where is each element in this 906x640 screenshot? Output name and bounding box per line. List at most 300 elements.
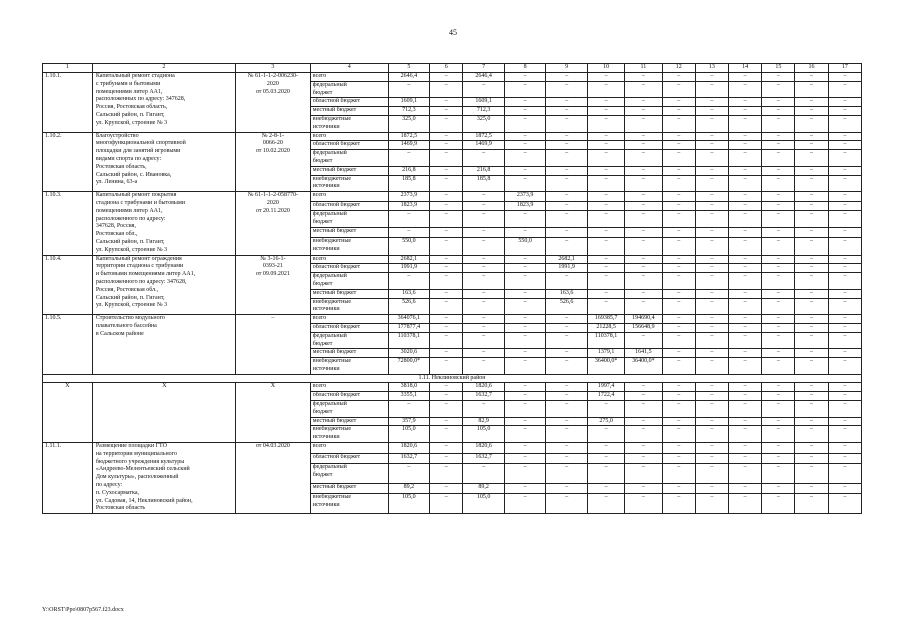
amount-cell: 169385,7 bbox=[587, 315, 624, 324]
amount-cell: – bbox=[729, 264, 762, 273]
amount-cell: – bbox=[587, 483, 624, 494]
text-line: местный бюджет bbox=[312, 349, 357, 356]
amount-cell: – bbox=[546, 426, 588, 443]
amount-cell: – bbox=[729, 417, 762, 426]
amount-cell: – bbox=[504, 383, 546, 392]
amount-cell: – bbox=[625, 255, 662, 264]
funding-source bbox=[310, 392, 388, 401]
amount-cell: – bbox=[695, 443, 728, 454]
amount-cell: 216,8 bbox=[388, 166, 430, 175]
amount-cell: – bbox=[504, 107, 546, 116]
text-line: № 2-8-1- bbox=[261, 132, 285, 139]
amount-cell: – bbox=[463, 401, 505, 418]
amount-cell: – bbox=[795, 141, 828, 150]
amount-cell: – bbox=[729, 150, 762, 167]
funding-source bbox=[310, 289, 388, 298]
funding-source bbox=[310, 150, 388, 167]
amount-cell: – bbox=[587, 150, 624, 167]
text-line: видами спорта по адресу: bbox=[95, 155, 162, 162]
amount-cell: – bbox=[729, 358, 762, 375]
amount-cell: – bbox=[587, 298, 624, 315]
amount-cell: – bbox=[695, 332, 728, 349]
text-line: источники bbox=[312, 306, 340, 313]
amount-cell: 550,0 bbox=[504, 237, 546, 255]
amount-cell: – bbox=[695, 107, 728, 116]
amount-cell: – bbox=[695, 175, 728, 192]
amount-cell: – bbox=[828, 132, 861, 141]
funding-source bbox=[310, 107, 388, 116]
text-line: всего bbox=[312, 443, 327, 450]
amount-cell: – bbox=[729, 237, 762, 255]
amount-cell: – bbox=[828, 383, 861, 392]
amount-cell: 1991,9 bbox=[388, 264, 430, 273]
amount-cell: – bbox=[762, 426, 795, 443]
amount-cell: – bbox=[762, 273, 795, 290]
funding-source bbox=[310, 201, 388, 210]
amount-cell: – bbox=[587, 443, 624, 454]
amount-cell: – bbox=[729, 401, 762, 418]
amount-cell: – bbox=[625, 383, 662, 392]
item-name bbox=[92, 132, 235, 192]
amount-cell: – bbox=[662, 175, 695, 192]
amount-cell: – bbox=[695, 115, 728, 132]
text-line: Капитальный ремонт стадиона bbox=[95, 73, 175, 79]
section-row bbox=[43, 374, 862, 383]
amount-cell: – bbox=[795, 349, 828, 358]
amount-cell: – bbox=[695, 494, 728, 514]
text-line: федеральный bbox=[312, 401, 347, 408]
amount-cell: – bbox=[662, 401, 695, 418]
amount-cell: – bbox=[662, 98, 695, 107]
amount-cell: – bbox=[504, 315, 546, 324]
amount-cell: – bbox=[828, 81, 861, 98]
amount-cell: – bbox=[762, 73, 795, 82]
amount-cell: – bbox=[828, 264, 861, 273]
amount-cell: – bbox=[463, 358, 505, 375]
amount-cell: – bbox=[695, 383, 728, 392]
amount-cell: – bbox=[695, 453, 728, 464]
amount-cell: – bbox=[695, 273, 728, 290]
text-line: Х bbox=[162, 383, 167, 390]
amount-cell: – bbox=[662, 264, 695, 273]
amount-cell: – bbox=[430, 494, 463, 514]
funding-source bbox=[310, 426, 388, 443]
funding-source bbox=[310, 210, 388, 228]
funding-source bbox=[310, 98, 388, 107]
amount-cell: – bbox=[662, 228, 695, 237]
amount-cell: – bbox=[587, 115, 624, 132]
text-line: и бытовыми помещениями литер АА1, bbox=[95, 271, 196, 278]
table-row bbox=[43, 383, 862, 392]
item-document bbox=[236, 255, 311, 315]
text-line: местный бюджет bbox=[312, 166, 357, 173]
amount-cell: – bbox=[430, 264, 463, 273]
amount-cell: – bbox=[762, 141, 795, 150]
amount-cell: – bbox=[762, 237, 795, 255]
amount-cell: – bbox=[625, 192, 662, 201]
amount-cell: – bbox=[795, 332, 828, 349]
amount-cell: – bbox=[662, 192, 695, 201]
funding-source bbox=[310, 175, 388, 192]
amount-cell: – bbox=[546, 443, 588, 454]
amount-cell: – bbox=[662, 443, 695, 454]
amount-cell: – bbox=[546, 315, 588, 324]
text-line: Россия, Ростовская обл., bbox=[95, 286, 159, 293]
amount-cell: – bbox=[504, 392, 546, 401]
amount-cell: – bbox=[463, 201, 505, 210]
amount-cell: – bbox=[662, 323, 695, 332]
funding-source bbox=[310, 417, 388, 426]
text-line: «Андреево-Мелентьевский сельский bbox=[95, 466, 190, 473]
amount-cell: – bbox=[695, 98, 728, 107]
amount-cell: – bbox=[625, 73, 662, 82]
amount-cell: – bbox=[430, 453, 463, 464]
text-line: местный бюджет bbox=[312, 107, 357, 114]
amount-cell: – bbox=[662, 81, 695, 98]
amount-cell: – bbox=[795, 98, 828, 107]
amount-cell: – bbox=[546, 273, 588, 290]
amount-cell: – bbox=[662, 383, 695, 392]
amount-cell: 2646,4 bbox=[463, 73, 505, 82]
text-line: местный бюджет bbox=[312, 228, 357, 235]
amount-cell: – bbox=[587, 175, 624, 192]
amount-cell: – bbox=[762, 332, 795, 349]
amount-cell: – bbox=[662, 315, 695, 324]
item-document bbox=[236, 383, 311, 443]
amount-cell: – bbox=[828, 107, 861, 116]
text-line: областной бюджет bbox=[312, 323, 361, 330]
amount-cell: – bbox=[504, 453, 546, 464]
amount-cell: – bbox=[828, 349, 861, 358]
item-document bbox=[236, 132, 311, 192]
text-line: ул. Крупской, строение № 3 bbox=[95, 302, 168, 309]
text-line: расположенного по адресу: 347628, bbox=[95, 278, 187, 285]
amount-cell: – bbox=[587, 237, 624, 255]
amount-cell: – bbox=[695, 315, 728, 324]
amount-cell: – bbox=[504, 150, 546, 167]
text-line: № 3-16-1- bbox=[260, 255, 286, 262]
funding-source bbox=[310, 401, 388, 418]
amount-cell: – bbox=[504, 132, 546, 141]
amount-cell: – bbox=[587, 464, 624, 484]
amount-cell: – bbox=[463, 264, 505, 273]
text-line: источники bbox=[312, 183, 340, 190]
amount-cell: – bbox=[795, 392, 828, 401]
item-code: Х bbox=[43, 383, 93, 443]
amount-cell: – bbox=[828, 417, 861, 426]
amount-cell: – bbox=[463, 255, 505, 264]
amount-cell: – bbox=[430, 115, 463, 132]
page-number: 45 bbox=[449, 28, 457, 37]
amount-cell: – bbox=[504, 298, 546, 315]
amount-cell: – bbox=[695, 210, 728, 228]
amount-cell: 1469,9 bbox=[463, 141, 505, 150]
amount-cell: – bbox=[795, 201, 828, 210]
amount-cell: – bbox=[662, 201, 695, 210]
text-line: всего bbox=[312, 73, 327, 79]
amount-cell: – bbox=[662, 358, 695, 375]
amount-cell: – bbox=[388, 464, 430, 484]
text-line: внебюджетные bbox=[312, 237, 352, 244]
amount-cell: – bbox=[828, 494, 861, 514]
text-line: бюджет bbox=[312, 408, 333, 415]
text-line: от 09.09.2021 bbox=[255, 271, 290, 278]
table-row bbox=[43, 192, 862, 201]
funding-source bbox=[310, 494, 388, 514]
amount-cell: – bbox=[625, 228, 662, 237]
amount-cell: – bbox=[546, 132, 588, 141]
amount-cell: – bbox=[762, 494, 795, 514]
financing-table bbox=[42, 63, 862, 514]
amount-cell: – bbox=[546, 483, 588, 494]
amount-cell: – bbox=[695, 417, 728, 426]
text-line: Ростовская обл., bbox=[95, 231, 138, 238]
amount-cell: – bbox=[762, 453, 795, 464]
item-document bbox=[236, 443, 311, 514]
text-line: областной бюджет bbox=[312, 264, 361, 271]
text-line: на территории муниципального bbox=[95, 450, 177, 457]
amount-cell: – bbox=[729, 132, 762, 141]
amount-cell: – bbox=[662, 494, 695, 514]
text-line: п. Сухосарматка, bbox=[95, 489, 139, 496]
amount-cell: – bbox=[762, 349, 795, 358]
amount-cell: – bbox=[388, 210, 430, 228]
text-line: внебюджетные bbox=[312, 494, 352, 501]
amount-cell: – bbox=[695, 464, 728, 484]
amount-cell: 1609,1 bbox=[463, 98, 505, 107]
text-line: Сальский район, с. Ивановка, bbox=[95, 171, 172, 178]
column-header: 9 bbox=[546, 64, 588, 73]
text-line: ул. Ленина, 63-а bbox=[95, 179, 138, 186]
amount-cell: – bbox=[546, 166, 588, 175]
amount-cell: – bbox=[662, 210, 695, 228]
text-line: Благоустройство bbox=[95, 132, 139, 139]
amount-cell: – bbox=[430, 228, 463, 237]
amount-cell: – bbox=[662, 273, 695, 290]
amount-cell: – bbox=[762, 115, 795, 132]
amount-cell: – bbox=[546, 73, 588, 82]
funding-source bbox=[310, 264, 388, 273]
amount-cell: – bbox=[587, 264, 624, 273]
amount-cell: – bbox=[546, 141, 588, 150]
text-line: 0066-20 bbox=[262, 140, 283, 147]
amount-cell: – bbox=[625, 453, 662, 464]
text-line: местный бюджет bbox=[312, 483, 357, 490]
amount-cell: 185,8 bbox=[388, 175, 430, 192]
amount-cell: – bbox=[625, 98, 662, 107]
amount-cell: – bbox=[762, 443, 795, 454]
item-document bbox=[236, 192, 311, 255]
amount-cell: – bbox=[762, 255, 795, 264]
amount-cell: – bbox=[587, 141, 624, 150]
text-line: в Сальском районе bbox=[95, 330, 144, 337]
funding-source bbox=[310, 358, 388, 375]
amount-cell: – bbox=[828, 453, 861, 464]
table-row bbox=[43, 315, 862, 324]
text-line: Ростовская область, bbox=[95, 163, 147, 170]
amount-cell: – bbox=[662, 417, 695, 426]
amount-cell: – bbox=[388, 273, 430, 290]
funding-source bbox=[310, 132, 388, 141]
amount-cell: – bbox=[662, 464, 695, 484]
text-line: расположенных по адресу: 347628, bbox=[95, 96, 186, 103]
column-number-row bbox=[43, 64, 862, 73]
amount-cell: – bbox=[795, 210, 828, 228]
amount-cell: – bbox=[828, 401, 861, 418]
amount-cell: – bbox=[695, 132, 728, 141]
amount-cell: 89,2 bbox=[463, 483, 505, 494]
amount-cell: – bbox=[828, 323, 861, 332]
funding-source bbox=[310, 483, 388, 494]
amount-cell: – bbox=[828, 201, 861, 210]
amount-cell: – bbox=[546, 98, 588, 107]
amount-cell: – bbox=[729, 228, 762, 237]
amount-cell: – bbox=[546, 323, 588, 332]
amount-cell: – bbox=[762, 298, 795, 315]
amount-cell: – bbox=[762, 175, 795, 192]
amount-cell: – bbox=[662, 426, 695, 443]
text-line: ул. Крупской, строение № 3 bbox=[95, 246, 168, 253]
amount-cell: – bbox=[546, 332, 588, 349]
amount-cell: – bbox=[828, 273, 861, 290]
amount-cell: – bbox=[546, 237, 588, 255]
amount-cell: 110378,1 bbox=[388, 332, 430, 349]
amount-cell: – bbox=[625, 443, 662, 454]
column-header: 16 bbox=[795, 64, 828, 73]
amount-cell: – bbox=[828, 73, 861, 82]
amount-cell: – bbox=[828, 255, 861, 264]
amount-cell: – bbox=[762, 401, 795, 418]
item-code: 1.10.3. bbox=[43, 192, 93, 255]
amount-cell: 357,9 bbox=[388, 417, 430, 426]
amount-cell: – bbox=[828, 150, 861, 167]
amount-cell: – bbox=[795, 298, 828, 315]
text-line: – bbox=[271, 315, 275, 322]
text-line: Сальский район, п. Гигант, bbox=[95, 294, 165, 301]
amount-cell: – bbox=[795, 315, 828, 324]
amount-cell: – bbox=[546, 401, 588, 418]
funding-source bbox=[310, 323, 388, 332]
amount-cell: – bbox=[430, 464, 463, 484]
amount-cell: – bbox=[695, 289, 728, 298]
amount-cell: – bbox=[729, 107, 762, 116]
text-line: федеральный bbox=[312, 210, 347, 217]
amount-cell: 1722,4 bbox=[587, 392, 624, 401]
amount-cell: – bbox=[762, 417, 795, 426]
amount-cell: – bbox=[729, 141, 762, 150]
amount-cell: – bbox=[587, 289, 624, 298]
amount-cell: – bbox=[828, 289, 861, 298]
funding-source bbox=[310, 453, 388, 464]
text-line: местный бюджет bbox=[312, 417, 357, 424]
amount-cell: – bbox=[463, 228, 505, 237]
amount-cell: – bbox=[729, 483, 762, 494]
amount-cell: 1632,7 bbox=[463, 453, 505, 464]
amount-cell: – bbox=[587, 401, 624, 418]
amount-cell: 1820,6 bbox=[388, 443, 430, 454]
text-line: помещениями литер АА1, bbox=[95, 207, 163, 214]
amount-cell: – bbox=[504, 426, 546, 443]
amount-cell: – bbox=[625, 210, 662, 228]
amount-cell: – bbox=[795, 443, 828, 454]
funding-source bbox=[310, 141, 388, 150]
amount-cell: – bbox=[762, 201, 795, 210]
amount-cell: – bbox=[504, 73, 546, 82]
amount-cell: – bbox=[625, 289, 662, 298]
amount-cell: 325,0 bbox=[463, 115, 505, 132]
amount-cell: – bbox=[388, 150, 430, 167]
item-name bbox=[92, 315, 235, 375]
amount-cell: – bbox=[463, 298, 505, 315]
text-line: 2020 bbox=[266, 199, 279, 206]
amount-cell: – bbox=[828, 426, 861, 443]
funding-source bbox=[310, 443, 388, 454]
amount-cell: – bbox=[388, 228, 430, 237]
amount-cell: – bbox=[695, 483, 728, 494]
amount-cell: – bbox=[828, 464, 861, 484]
amount-cell: – bbox=[430, 401, 463, 418]
amount-cell: – bbox=[546, 392, 588, 401]
text-line: по адресу: bbox=[95, 482, 123, 489]
amount-cell: – bbox=[762, 289, 795, 298]
amount-cell: – bbox=[762, 383, 795, 392]
text-line: всего bbox=[312, 255, 327, 262]
text-line: всего bbox=[312, 383, 327, 390]
text-line: стадиона с трибунами и бытовыми bbox=[95, 199, 185, 206]
text-line: внебюджетные bbox=[312, 298, 352, 305]
amount-cell: – bbox=[504, 417, 546, 426]
amount-cell: 2373,9 bbox=[388, 192, 430, 201]
amount-cell: – bbox=[625, 392, 662, 401]
text-line: бюджет bbox=[312, 218, 333, 225]
amount-cell: – bbox=[587, 73, 624, 82]
text-line: площадки для занятий игровыми bbox=[95, 148, 181, 155]
amount-cell: – bbox=[828, 175, 861, 192]
amount-cell: – bbox=[729, 98, 762, 107]
amount-cell: – bbox=[504, 332, 546, 349]
text-line: территории стадиона с трибунами bbox=[95, 263, 184, 270]
amount-cell: – bbox=[504, 228, 546, 237]
text-line: областной бюджет bbox=[312, 201, 361, 208]
amount-cell: – bbox=[463, 315, 505, 324]
amount-cell: – bbox=[729, 115, 762, 132]
amount-cell: – bbox=[828, 210, 861, 228]
funding-source bbox=[310, 332, 388, 349]
amount-cell: – bbox=[662, 115, 695, 132]
amount-cell: – bbox=[430, 273, 463, 290]
amount-cell: 36400,0* bbox=[587, 358, 624, 375]
amount-cell: – bbox=[463, 323, 505, 332]
amount-cell: – bbox=[625, 132, 662, 141]
amount-cell: – bbox=[695, 349, 728, 358]
amount-cell: – bbox=[546, 453, 588, 464]
text-line: всего bbox=[312, 192, 327, 199]
amount-cell: – bbox=[504, 175, 546, 192]
text-line: всего bbox=[312, 315, 327, 322]
amount-cell: – bbox=[546, 175, 588, 192]
amount-cell: – bbox=[463, 289, 505, 298]
amount-cell: – bbox=[504, 483, 546, 494]
text-line: источники bbox=[312, 123, 340, 130]
amount-cell: 1641,5 bbox=[625, 349, 662, 358]
amount-cell: – bbox=[662, 289, 695, 298]
amount-cell: – bbox=[388, 401, 430, 418]
amount-cell: – bbox=[625, 483, 662, 494]
amount-cell: – bbox=[795, 483, 828, 494]
amount-cell: – bbox=[662, 107, 695, 116]
amount-cell: – bbox=[795, 289, 828, 298]
amount-cell: – bbox=[662, 237, 695, 255]
